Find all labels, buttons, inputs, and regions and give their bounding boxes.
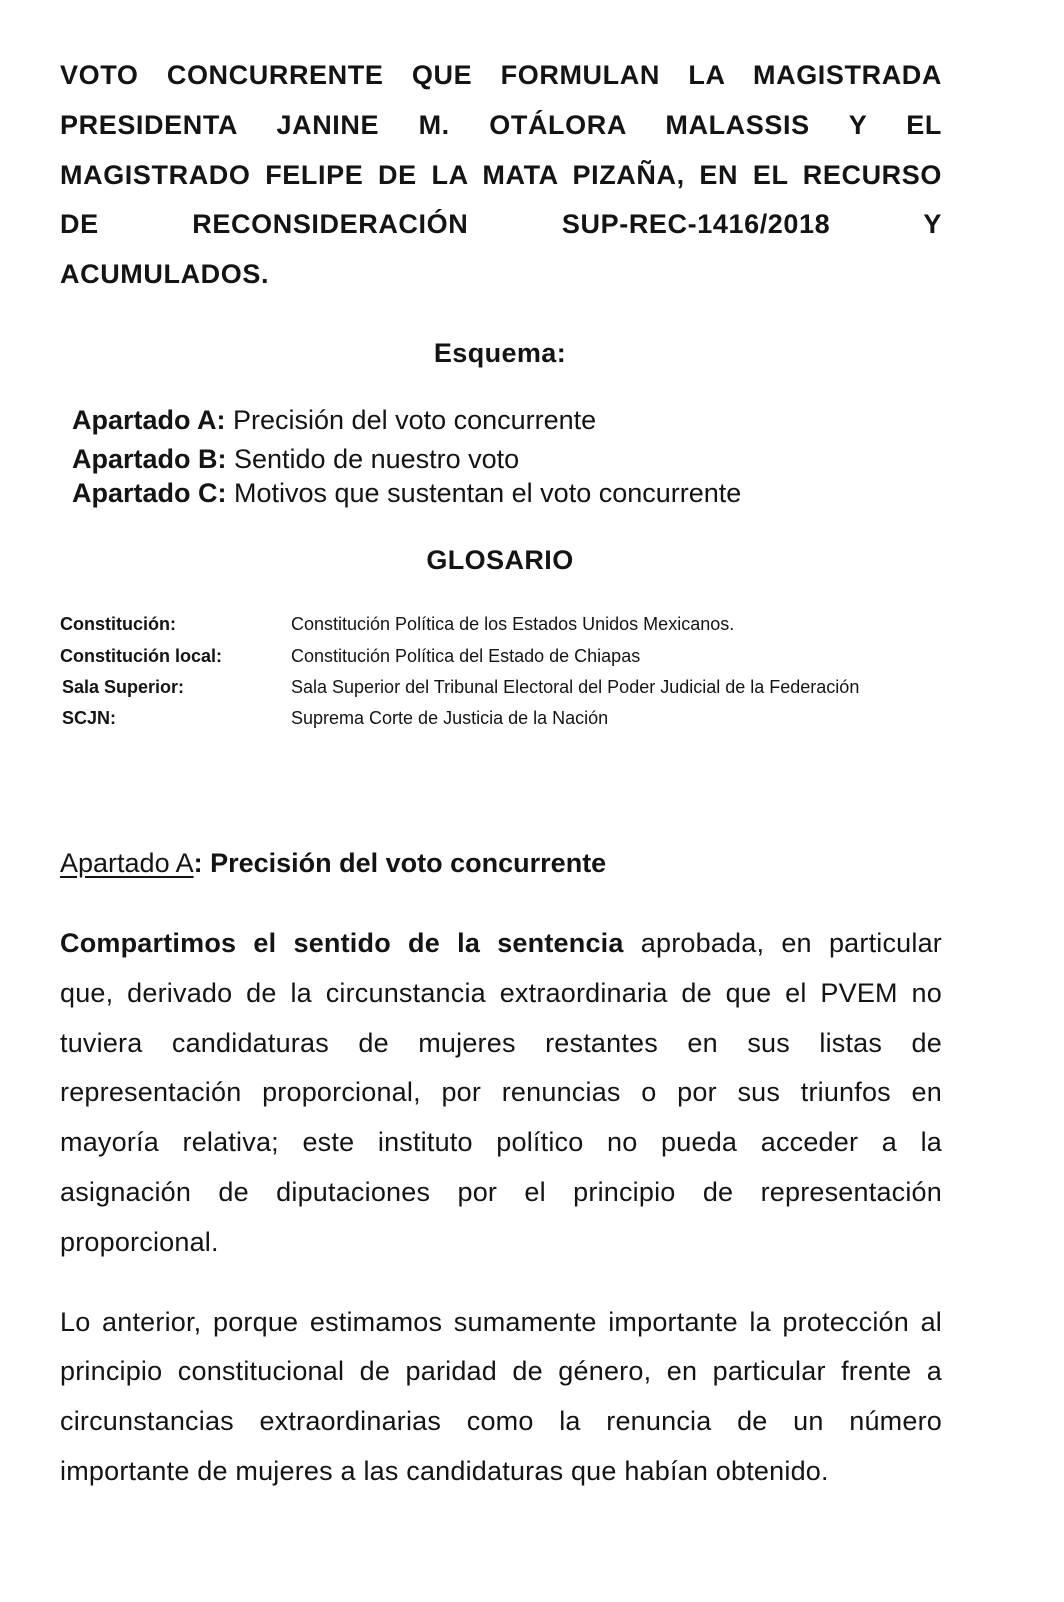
glossary-term: SCJN: xyxy=(62,708,117,728)
paragraph-line xyxy=(60,926,942,960)
esquema-item-label: Apartado C: xyxy=(72,478,227,508)
glossary-definition: Suprema Corte de Justicia de la Nación xyxy=(291,708,609,728)
esquema-heading: Esquema: xyxy=(433,338,567,368)
title-line: DE RECONSIDERACIÓN SUP-REC-1416/2018 Y xyxy=(60,209,942,239)
title-line: MAGISTRADO FELIPE DE LA MATA PIZAÑA, EN EL RECURSO xyxy=(60,160,942,190)
glossary-term: Constitución: xyxy=(60,614,176,634)
paragraph-line: que, derivado de la circunstancia extraordinaria de que el PVEM no xyxy=(60,978,942,1008)
paragraph-line: mayoría relativa; este instituto político no pueda acceder a la xyxy=(60,1127,942,1157)
paragraph-line: asignación de diputaciones por el principio de representación xyxy=(60,1177,942,1207)
title-line: ACUMULADOS. xyxy=(60,259,270,289)
title-line: VOTO CONCURRENTE QUE FORMULAN LA MAGISTRADA xyxy=(60,60,942,90)
esquema-item xyxy=(72,403,596,437)
esquema-item-text: Motivos que sustentan el voto concurrente xyxy=(226,478,742,508)
esquema-item xyxy=(72,442,519,476)
section-a-underlined-label: Apartado A xyxy=(60,848,194,878)
paragraph-bold-lead: Compartimos el sentido de la sentencia xyxy=(60,928,624,958)
esquema-item-label: Apartado B: xyxy=(72,444,227,474)
paragraph-line: Lo anterior, porque estimamos sumamente importante la protección al xyxy=(60,1307,942,1337)
esquema-item xyxy=(72,476,741,510)
esquema-item-text: Precisión del voto concurrente xyxy=(225,405,597,435)
paragraph-line: importante de mujeres a las candidaturas que habían obtenido. xyxy=(60,1456,829,1486)
esquema-item-text: Sentido de nuestro voto xyxy=(226,444,520,474)
title-line: PRESIDENTA JANINE M. OTÁLORA MALASSIS Y EL xyxy=(60,110,942,140)
section-a-title: : Precisión del voto concurrente xyxy=(193,848,607,878)
paragraph-line: tuviera candidaturas de mujeres restantes en sus listas de xyxy=(60,1028,942,1058)
paragraph-line: representación proporcional, por renuncias o por sus triunfos en xyxy=(60,1077,942,1107)
glossary-definition: Constitución Política del Estado de Chiapas xyxy=(291,646,641,666)
glossary-term: Sala Superior: xyxy=(62,677,185,697)
paragraph-line: proporcional. xyxy=(60,1227,219,1257)
paragraph-line: principio constitucional de paridad de género, en particular frente a xyxy=(60,1356,942,1386)
glossary-definition: Constitución Política de los Estados Unidos Mexicanos. xyxy=(291,614,735,634)
glossary-definition: Sala Superior del Tribunal Electoral del Poder Judicial de la Federación xyxy=(291,677,860,697)
glosario-heading: GLOSARIO xyxy=(426,545,574,575)
glossary-term: Constitución local: xyxy=(60,646,222,666)
paragraph-text: aprobada, en particular xyxy=(623,928,942,958)
paragraph-line: circunstancias extraordinarias como la renuncia de un número xyxy=(60,1406,942,1436)
section-a-heading xyxy=(60,846,606,880)
esquema-item-label: Apartado A: xyxy=(72,405,226,435)
